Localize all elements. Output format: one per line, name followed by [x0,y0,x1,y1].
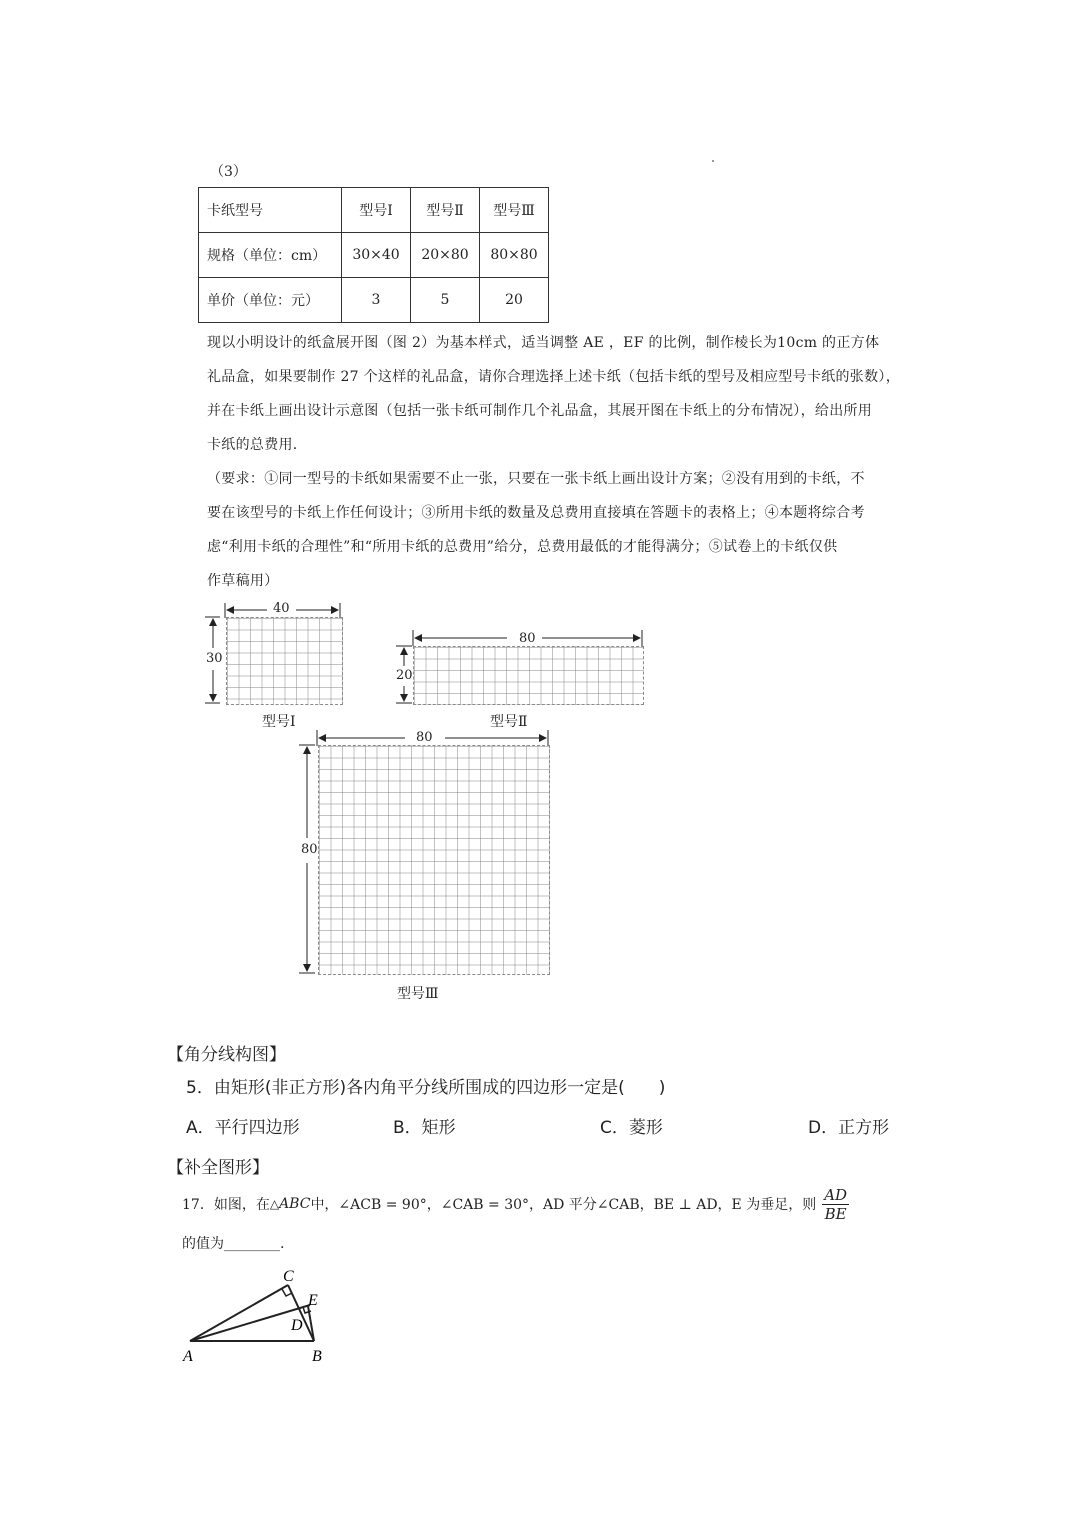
text-line: 卡纸的总费用. [207,437,298,453]
table-cell: 30×40 [342,233,411,278]
problem-paragraph [207,326,927,598]
table-cell: 单价（单位：元） [199,278,342,323]
table-row [199,188,549,233]
table-cell: 80×80 [480,233,549,278]
card2-caption: 型号Ⅱ [490,714,528,730]
card3-grid [318,745,550,975]
q17-conditions: 中，∠ACB = 90°，∠CAB = 30°，AD 平分∠CAB，BE ⊥ AD，E 为垂足，则 [310,1197,817,1213]
table-cell: 卡纸型号 [199,188,342,233]
text-line: 现以小明设计的纸盒展开图（图 2）为基本样式，适当调整 AE ，EF 的比例，制作棱长为10cm 的正方体 [207,335,880,351]
table-cell: 型号Ⅲ [480,188,549,233]
triangle-figure [175,1262,345,1372]
question-5-text: 5．由矩形(非正方形)各内角平分线所围成的四边形一定是( ) [186,1078,666,1098]
text-line: 并在卡纸上画出设计示意图（包括一张卡纸可制作几个礼品盒，其展开图在卡纸上的分布情况），给出所用 [207,403,873,419]
table-row [199,278,549,323]
label-d: D [291,1317,303,1334]
card2-width-label: 80 [513,631,542,646]
option-b: B．矩形 [393,1118,456,1138]
card-spec-table [198,187,549,323]
fraction-numerator: AD [824,1185,848,1204]
option-d: D．正方形 [808,1118,890,1138]
section-heading: 【角分线构图】 [167,1045,286,1065]
table-cell: 20 [480,278,549,323]
card3-width-label: 80 [410,730,439,745]
text-line: 礼品盒，如果要制作 27 个这样的礼品盒，请你合理选择上述卡纸（包括卡纸的型号及相应型号卡纸的张数）， [207,369,901,385]
label-b: B [312,1348,322,1365]
card2-height-label: 20 [390,668,419,683]
table-cell: 5 [411,278,480,323]
text-line: （要求：①同一型号的卡纸如果需要不止一张，只要在一张卡纸上画出设计方案；②没有用到的卡纸，不 [207,471,865,487]
card1-height-label: 30 [200,651,229,666]
fraction-denominator: BE [824,1204,847,1223]
table-cell: 20×80 [411,233,480,278]
ratio-fraction [822,1186,849,1223]
triangle-symbol: △ [269,1197,280,1211]
table-cell: 3 [342,278,411,323]
table-cell: 型号Ⅱ [411,188,480,233]
label-c: C [283,1268,294,1285]
text-line: 虑“利用卡纸的合理性”和“所用卡纸的总费用”给分，总费用最低的才能得满分；⑤试卷上的卡纸仅供 [207,539,838,555]
table-row [199,233,549,278]
text-line: 作草稿用） [207,573,279,589]
speck [712,160,714,162]
card1-caption: 型号Ⅰ [262,714,296,730]
table-cell: 规格（单位：cm） [199,233,342,278]
card3-caption: 型号Ⅲ [397,986,439,1002]
part-label: （3） [210,164,247,180]
question-17-blank: 的值为________. [182,1236,285,1252]
text-line: 要在该型号的卡纸上作任何设计；③所用卡纸的数量及总费用直接填在答题卡的表格上；④本题将综合考 [207,505,865,521]
card2-grid [413,646,644,705]
table-cell: 型号Ⅰ [342,188,411,233]
card3-height-label: 80 [295,842,324,857]
option-a: A．平行四边形 [186,1118,300,1138]
question-17-text [182,1183,849,1225]
label-a: A [183,1348,193,1365]
q17-prefix: 17．如图，在 [182,1197,270,1213]
option-c: C．菱形 [600,1118,663,1138]
label-e: E [308,1292,318,1309]
card1-grid [226,617,343,705]
card1-width-label: 40 [267,601,296,616]
q17-triangle: ABC [279,1196,311,1212]
section-heading: 【补全图形】 [167,1158,269,1178]
